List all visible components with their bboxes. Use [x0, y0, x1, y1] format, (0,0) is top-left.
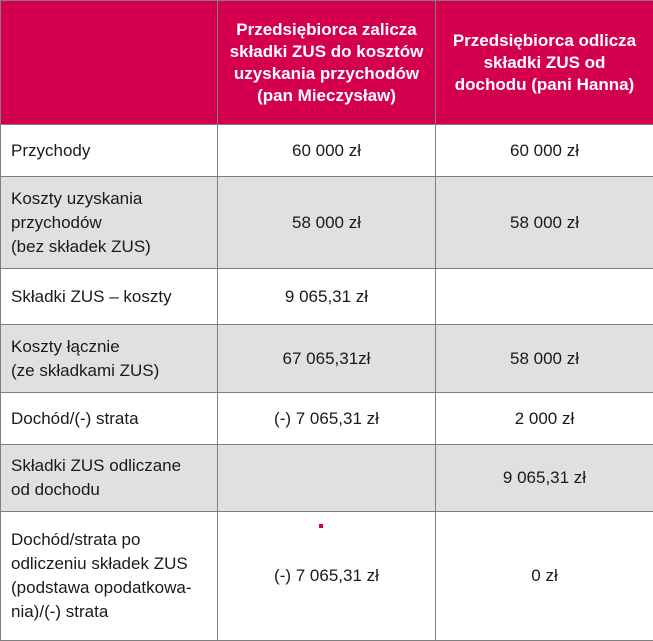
- row-label-line: odliczeniu składek ZUS: [11, 552, 207, 576]
- row-label: [1, 177, 218, 269]
- row-label: [1, 393, 218, 445]
- row-label-line: Dochód/(-) strata: [11, 407, 207, 431]
- row-label-line: Dochód/strata po: [11, 528, 207, 552]
- row-label: [1, 325, 218, 393]
- table-row: [1, 445, 653, 512]
- header-mieczyslaw: [218, 1, 436, 125]
- table-row: [1, 325, 653, 393]
- value-hanna: [436, 269, 653, 325]
- value-mieczyslaw: 60 000 zł: [218, 125, 436, 177]
- table-row: [1, 125, 653, 177]
- row-label: [1, 269, 218, 325]
- value-hanna: 2 000 zł: [436, 393, 653, 445]
- value-mieczyslaw: (-) 7 065,31 zł: [218, 393, 436, 445]
- value-mieczyslaw: [218, 445, 436, 512]
- value-hanna: 0 zł: [436, 512, 653, 641]
- table-row: [1, 512, 653, 641]
- row-label-line: nia)/(-) strata: [11, 600, 207, 624]
- header-hanna-line: dochodu (pani Hanna): [444, 74, 645, 96]
- header-mieczyslaw-line: Przedsiębiorca zalicza: [226, 19, 427, 41]
- row-label-line: Koszty uzyskania: [11, 187, 207, 211]
- row-label: [1, 512, 218, 641]
- row-label-line: Składki ZUS – koszty: [11, 285, 207, 309]
- header-mieczyslaw-line: (pan Mieczysław): [226, 85, 427, 107]
- row-label-line: Koszty łącznie: [11, 335, 207, 359]
- row-label-line: (bez składek ZUS): [11, 235, 207, 259]
- header-mieczyslaw-line: uzyskania przychodów: [226, 63, 427, 85]
- row-label-line: Przychody: [11, 139, 207, 163]
- value-mieczyslaw: 67 065,31zł: [218, 325, 436, 393]
- row-label-line: (ze składkami ZUS): [11, 359, 207, 383]
- row-label-line: przychodów: [11, 211, 207, 235]
- header-hanna-line: składki ZUS od: [444, 52, 645, 74]
- row-label-line: Składki ZUS odliczane: [11, 454, 207, 478]
- value-hanna: 58 000 zł: [436, 177, 653, 269]
- value-mieczyslaw: 9 065,31 zł: [218, 269, 436, 325]
- header-hanna-line: Przedsiębiorca odlicza: [444, 30, 645, 52]
- accent-dot: [319, 524, 323, 528]
- table-row: [1, 269, 653, 325]
- value-mieczyslaw: (-) 7 065,31 zł: [218, 512, 436, 641]
- row-label: [1, 125, 218, 177]
- row-label-line: od dochodu: [11, 478, 207, 502]
- value-mieczyslaw: 58 000 zł: [218, 177, 436, 269]
- header-row: [1, 1, 653, 125]
- value-hanna: 58 000 zł: [436, 325, 653, 393]
- table-row: [1, 177, 653, 269]
- header-corner-cell: [1, 1, 218, 125]
- value-hanna: 60 000 zł: [436, 125, 653, 177]
- header-mieczyslaw-line: składki ZUS do kosztów: [226, 41, 427, 63]
- row-label-line: (podstawa opodatkowa-: [11, 576, 207, 600]
- row-label: [1, 445, 218, 512]
- value-hanna: 9 065,31 zł: [436, 445, 653, 512]
- header-hanna: [436, 1, 653, 125]
- table-row: [1, 393, 653, 445]
